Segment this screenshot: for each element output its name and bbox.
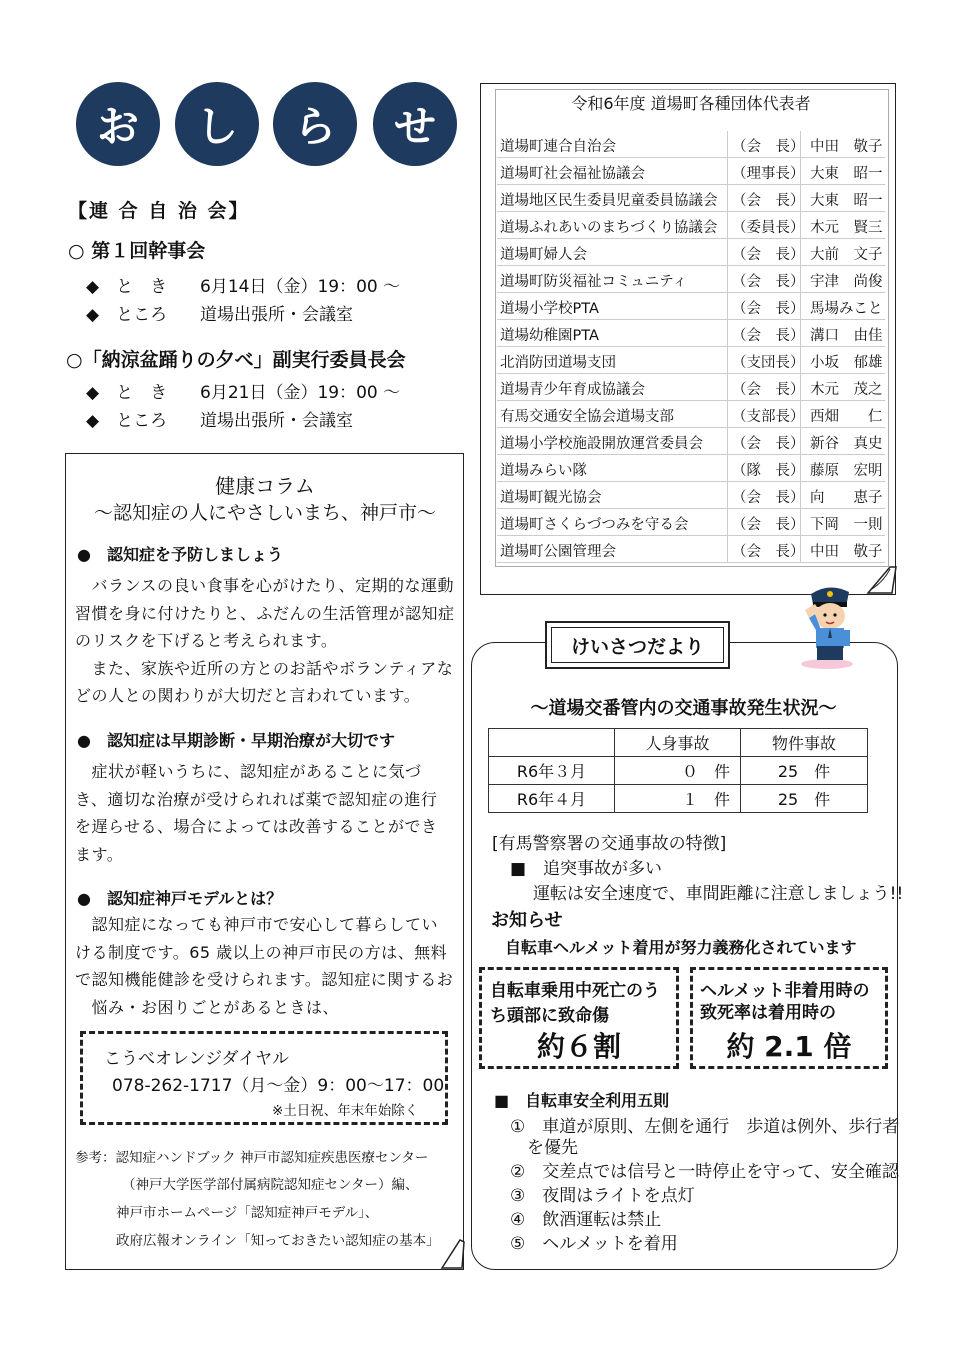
table-row — [497, 509, 885, 536]
police-officer-icon — [795, 580, 865, 670]
rep-org: 道場幼稚園PTA — [500, 328, 599, 344]
representatives-title: 令和6年度 道場町各種団体代表者 — [571, 94, 811, 113]
rep-role: （会 長） — [732, 517, 805, 533]
rengo-item1-toki-label: ◆ と き — [86, 277, 168, 297]
rep-name: 下岡 一則 — [810, 517, 883, 533]
rep-org: 有馬交通安全協会道場支部 — [500, 409, 674, 425]
rule-1-cont: を優先 — [510, 1138, 578, 1158]
rep-role: （会 長） — [732, 274, 805, 290]
police-subtitle: ～道場交番管内の交通事故発生状況～ — [530, 698, 837, 719]
rep-name: 溝口 由佳 — [810, 328, 883, 344]
notice-line: 自転車ヘルメット着用が努力義務化されています — [505, 938, 857, 957]
rule-4: ④ 飲酒運転は禁止 — [510, 1210, 662, 1230]
table-row — [497, 374, 885, 401]
rengo-item2-tokoro: 道場出張所・会議室 — [200, 411, 353, 431]
rep-role: （会 長） — [732, 193, 805, 209]
table-row — [497, 158, 885, 185]
reference-line-2: （神戸大学医学部付属病院認知症センター）編、 — [122, 1177, 419, 1193]
rep-role: （支団長） — [732, 355, 805, 371]
orange-dial-note: ※土日祝、年末年始除く — [272, 1103, 419, 1119]
rep-org: 道場町公園管理会 — [500, 544, 616, 560]
rule-5: ⑤ ヘルメットを着用 — [510, 1234, 678, 1254]
rep-org: 道場町社会福祉協議会 — [500, 166, 645, 182]
rep-role: （会 長） — [732, 544, 805, 560]
rep-name: 大東 昭一 — [810, 166, 883, 182]
rengo-item1-toki: 6月14日（金）19：00 ～ — [200, 277, 401, 297]
health-s2-heading: ● 認知症は早期診断・早期治療が大切です — [77, 731, 395, 750]
table-row: R6年３月 ０ 件 25 件 — [489, 757, 868, 785]
rep-role: （会 長） — [732, 301, 805, 317]
rep-org: 道場みらい隊 — [500, 463, 587, 479]
rengo-item2-toki: 6月21日（金）19：00 ～ — [200, 383, 401, 403]
rep-role: （支部長） — [732, 409, 805, 425]
rengo-item1-tokoro: 道場出張所・会議室 — [200, 305, 353, 325]
table-row — [497, 212, 885, 239]
rep-org: 道場町観光協会 — [500, 490, 602, 506]
rules-heading: ■ 自転車安全利用五則 — [494, 1091, 670, 1110]
orange-dial-name: こうべオレンジダイヤル — [104, 1049, 289, 1069]
title-char-shi: し — [175, 82, 259, 166]
table-row: R6年４月 １ 件 25 件 — [489, 785, 868, 813]
health-s1-text: バランスの良い食事を心がけたり、定期的な運動 習慣を身に付けたりと、ふだんの生活管理が認知症 のリスクを下げると考えられます。 また、家族や近所の方とのお話やボランティアな どの人との関わりが大切だと言われています。 — [75, 576, 455, 705]
stat-box1-value: 約６割 — [536, 1030, 621, 1063]
rep-name: 藤原 宏明 — [810, 463, 883, 479]
rep-org: 道場地区民生委員児童委員協議会 — [500, 193, 718, 209]
table-row — [497, 428, 885, 455]
rep-name: 小坂 郁雄 — [810, 355, 883, 371]
feature-heading: [有馬警察署の交通事故の特徴] — [492, 834, 727, 854]
reference-line-4: 政府広報オンライン「知っておきたい認知症の基本」 — [116, 1233, 440, 1249]
table-row — [497, 320, 885, 347]
table-row — [497, 482, 885, 509]
rule-3: ③ 夜間はライトを点灯 — [510, 1186, 695, 1206]
reference-line-3: 神戸市ホームページ「認知症神戸モデル」、 — [116, 1205, 379, 1221]
rep-name: 大前 文子 — [810, 247, 883, 263]
stat-box2-line1: ヘルメット非着用時の — [700, 981, 870, 1001]
rep-org: 道場青少年育成協議会 — [500, 382, 645, 398]
rep-role: （会 長） — [732, 436, 805, 452]
table-row — [497, 455, 885, 482]
rep-name: 馬場みこと — [810, 301, 883, 317]
rep-org: 北消防団道場支団 — [500, 355, 616, 371]
rengo-item1-tokoro-label: ◆ ところ — [86, 305, 168, 325]
rep-role: （隊 長） — [732, 463, 805, 479]
rengo-item2-toki-label: ◆ と き — [86, 383, 168, 403]
health-page-curl-icon — [440, 1236, 466, 1270]
table-row — [497, 347, 885, 374]
rep-name: 新谷 真史 — [810, 436, 883, 452]
notice-heading: お知らせ — [491, 910, 563, 931]
rep-org: 道場小学校施設開放運営委員会 — [500, 436, 703, 452]
title-char-o: お — [76, 82, 160, 166]
rule-1: ① 車道が原則、左側を通行 歩道は例外、歩行者 — [510, 1117, 900, 1137]
rep-role: （理事長） — [732, 166, 805, 182]
rep-name: 中田 敬子 — [810, 544, 883, 560]
rep-name: 中田 敬子 — [810, 139, 883, 155]
rep-role: （会 長） — [732, 139, 805, 155]
table-row — [497, 266, 885, 293]
rep-name: 西畑 仁 — [810, 409, 883, 425]
orange-dial-number: 078-262-1717（月～金）9：00～17：00 — [112, 1076, 445, 1096]
stat-box1-line1: 自転車乗用中死亡のう — [490, 981, 660, 1001]
police-title-box — [545, 621, 730, 669]
table-row — [497, 131, 885, 158]
rep-org: 道場ふれあいのまちづくり協議会 — [500, 220, 718, 236]
feature-note: 運転は安全速度で、車間距離に注意しましょう!! — [533, 884, 904, 904]
health-s2-text: 症状が軽いうちに、認知症があることに気づ き、適切な治療が受けられれば薬で認知症の進行 を遅らせる、場合によっては改善することができ ます。 — [75, 762, 438, 864]
health-s1-heading: ● 認知症を予防しましょう — [77, 545, 283, 564]
page-curl-icon — [866, 563, 898, 597]
rep-org: 道場町防災福祉コミュニティ — [500, 274, 688, 290]
stat-box1-line2: ち頭部に致命傷 — [490, 1006, 609, 1026]
rep-name: 宇津 尚俊 — [810, 274, 883, 290]
title-char-se: せ — [373, 82, 457, 166]
table-row — [497, 185, 885, 212]
rule-2: ② 交差点では信号と一時停止を守って、安全確認 — [510, 1162, 899, 1182]
stat-box2-line2: 致死率は着用時の — [700, 1003, 836, 1023]
rep-role: （会 長） — [732, 382, 805, 398]
health-s3-text: 認知症になっても神戸市で安心して暮らしてい ける制度です。65 歳以上の神戸市民の方は、無料 で認知機能健診を受けられます。認知症に関するお 悩み・お困りごとがあるときは、 — [75, 915, 454, 1017]
police-title: けいさつだより — [551, 627, 724, 663]
rengo-item2-tokoro-label: ◆ ところ — [86, 411, 168, 431]
feature-item: ■ 追突事故が多い — [510, 859, 663, 879]
rep-name: 木元 茂之 — [810, 382, 883, 398]
rep-org: 道場町婦人会 — [500, 247, 587, 263]
title-char-ra: ら — [273, 82, 357, 166]
table-row — [497, 293, 885, 320]
rengo-heading: 【連 合 自 治 会】 — [68, 200, 250, 222]
rep-role: （委員長） — [732, 220, 805, 236]
rengo-item1-title: ○ 第１回幹事会 — [68, 240, 206, 262]
health-subtitle: ～認知症の人にやさしいまち、神戸市～ — [93, 502, 436, 524]
rep-name: 大東 昭一 — [810, 193, 883, 209]
health-title: 健康コラム — [215, 474, 315, 498]
rep-org: 道場町連合自治会 — [500, 139, 616, 155]
rep-org: 道場小学校PTA — [500, 301, 599, 317]
table-row — [497, 239, 885, 266]
accident-table — [488, 728, 868, 813]
rep-role: （会 長） — [732, 490, 805, 506]
stat-box2-value: 約 2.1 倍 — [726, 1030, 852, 1063]
rep-role: （会 長） — [732, 328, 805, 344]
rep-name: 向 恵子 — [810, 490, 883, 506]
rep-org: 道場町さくらづつみを守る会 — [500, 517, 689, 533]
rengo-item2-title: ○「納涼盆踊りの夕べ」副実行委員長会 — [66, 349, 406, 371]
table-row — [497, 536, 885, 563]
table-row — [497, 401, 885, 428]
reference-line-1: 参考：認知症ハンドブック 神戸市認知症疾患医療センター — [75, 1150, 429, 1166]
accident-table-header: 人身事故 物件事故 — [489, 729, 868, 757]
rep-name: 木元 賢三 — [810, 220, 883, 236]
rep-role: （会 長） — [732, 247, 805, 263]
health-s3-heading: ● 認知症神戸モデルとは？ — [77, 889, 283, 908]
